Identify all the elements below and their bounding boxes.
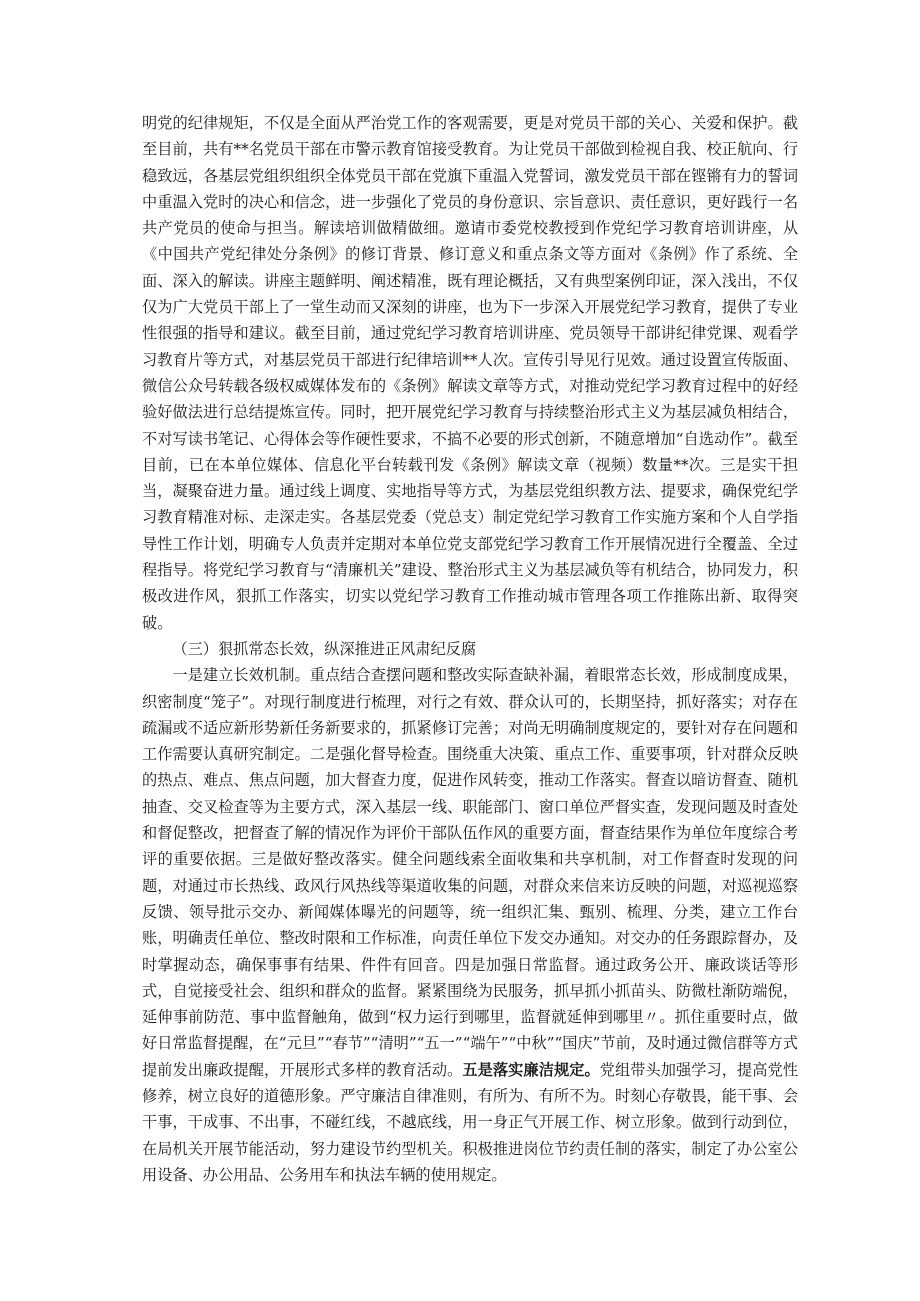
bold-lead-phrase: 五是落实廉洁规定。 [462,1060,600,1079]
paragraph-continued: 明党的纪律规矩，不仅是全面从严治党工作的客观需要，更是对党员干部的关心、关爱和保护。截至目前，共有**名党员干部在市警示教育馆接受教育。为让党员干部做到检视自我、校正航向、行稳致远，各基层党组织组织全体党员干部在党旗下重温入党誓词，激发党员干部在铿锵有力的誓词中重温入党时的决心和信念，进一步强化了党员的身份意识、宗旨意识、责任意识，更好践行一名共产党员的使命与担当。解读培训做精做细。邀请市委党校教授到作党纪学习教育培训讲座，从《中国共产党纪律处分条例》的修订背景、修订意义和重点条文等方面对《条例》作了系统、全面、深入的解读。讲座主题鲜明、阐述精准，既有理论概括，又有典型案例印证，深入浅出，不仅仅为广大党员干部上了一堂生动而又深刻的讲座，也为下一步深入开展党纪学习教育，提供了专业性很强的指导和建议。截至目前，通过党纪学习教育培训讲座、党员领导干部讲纪律党课、观看学习教育片等方式，对基层党员干部进行纪律培训**人次。宣传引导见行见效。通过设置宣传版面、微信公众号转载各级权威媒体发布的《条例》解读文章等方式，对推动党纪学习教育过程中的好经验好做法进行总结提炼宣传。同时，把开展党纪学习教育与持续整治形式主义为基层减负相结合，不对写读书笔记、心得体会等作硬性要求，不搞不必要的形式创新，不随意增加“自选动作”。截至目前，已在本单位媒体、信息化平台转载刊发《条例》解读文章（视频）数量**次。三是实干担当，凝聚奋进力量。通过线上调度、实地指导等方式，为基层党组织教方法、提要求，确保党纪学习教育精准对标、走深走实。各基层党委（党总支）制定党纪学习教育工作实施方案和个人自学指导性工作计划，明确专人负责并定期对本单位党支部党纪学习教育工作开展情况进行全覆盖、全过程指导。将党纪学习教育与“清廉机关”建设、整治形式主义为基层减负等有机结合，协同发力，积极改进作风，狠抓工作落实，切实以党纪学习教育工作推动城市管理各项工作推陈出新、取得突破。 [142,114,798,632]
paragraph-text-part1: 一是建立长效机制。重点结合查摆问题和整改实际查缺补漏，着眼常态长效，形成制度成果，织密制度“笼子”。对现行制度进行梳理，对行之有效、群众认可的，长期坚持，抓好落实；对存在疏漏或不适应新形势新任务新要求的，抓紧修订完善；对尚无明确制度规定的，要针对存在问题和工作需要认真研究制定。二是强化督导检查。围绕重大决策、重点工作、重要事项，针对群众反映的热点、难点、焦点问题，加大督查力度，促进作风转变，推动工作落实。督查以暗访督查、随机抽查、交叉检查等为主要方式，深入基层一线、职能部门、窗口单位严督实查，发现问题及时查处和督促整改，把督查了解的情况作为评价干部队伍作风的重要方面，督查结果作为单位年度综合考评的重要依据。三是做好整改落实。健全问题线索全面收集和共享机制，对工作督查时发现的问题，对通过市长热线、政风行风热线等渠道收集的问题，对群众来信来访反映的问题，对巡视巡察反馈、领导批示交办、新闻媒体曝光的问题等，统一组织汇集、甄别、梳理、分类，建立工作台账，明确责任单位、整改时限和工作标准，向责任单位下发交办通知。对交办的任务跟踪督办，及时掌握动态，确保事事有结果、件件有回音。四是加强日常监督。通过政务公开、廉政谈话等形式，自觉接受社会、组织和群众的监督。紧紧围绕为民服务，抓早抓小抓苗头、防微杜渐防端倪，延伸事前防范、事中监督触角，做到“权力运行到哪里，监督就延伸到哪里〃。抓住重要时点，做好日常监督提醒，在“元旦”“春节”“清明”“五一”“端午”“中秋”“国庆”节前，及时通过微信群等方式提前发出廉政提醒，开展形式多样的教育活动。 [142,666,798,1079]
paragraph-section-body [142,662,798,1188]
section-heading: （三）狠抓常态长效，纵深推进正风肃纪反腐 [172,639,477,658]
paragraph-text-part2: 党组带头加强学习，提高党性修养，树立良好的道德形象。严守廉洁自律准则，有所为、有所不为。时刻心存敬畏，能干事、会干事，干成事、不出事，不碰红线，不越底线，用一身正气开展工作、树立形象。做到行动到位，在局机关开展节能活动，努力建设节约型机关。积极推进岗位节约责任制的落实，制定了办公室公用设备、办公用品、公务用车和执法车辆的使用规定。 [142,1060,799,1184]
document-page [142,110,798,1188]
